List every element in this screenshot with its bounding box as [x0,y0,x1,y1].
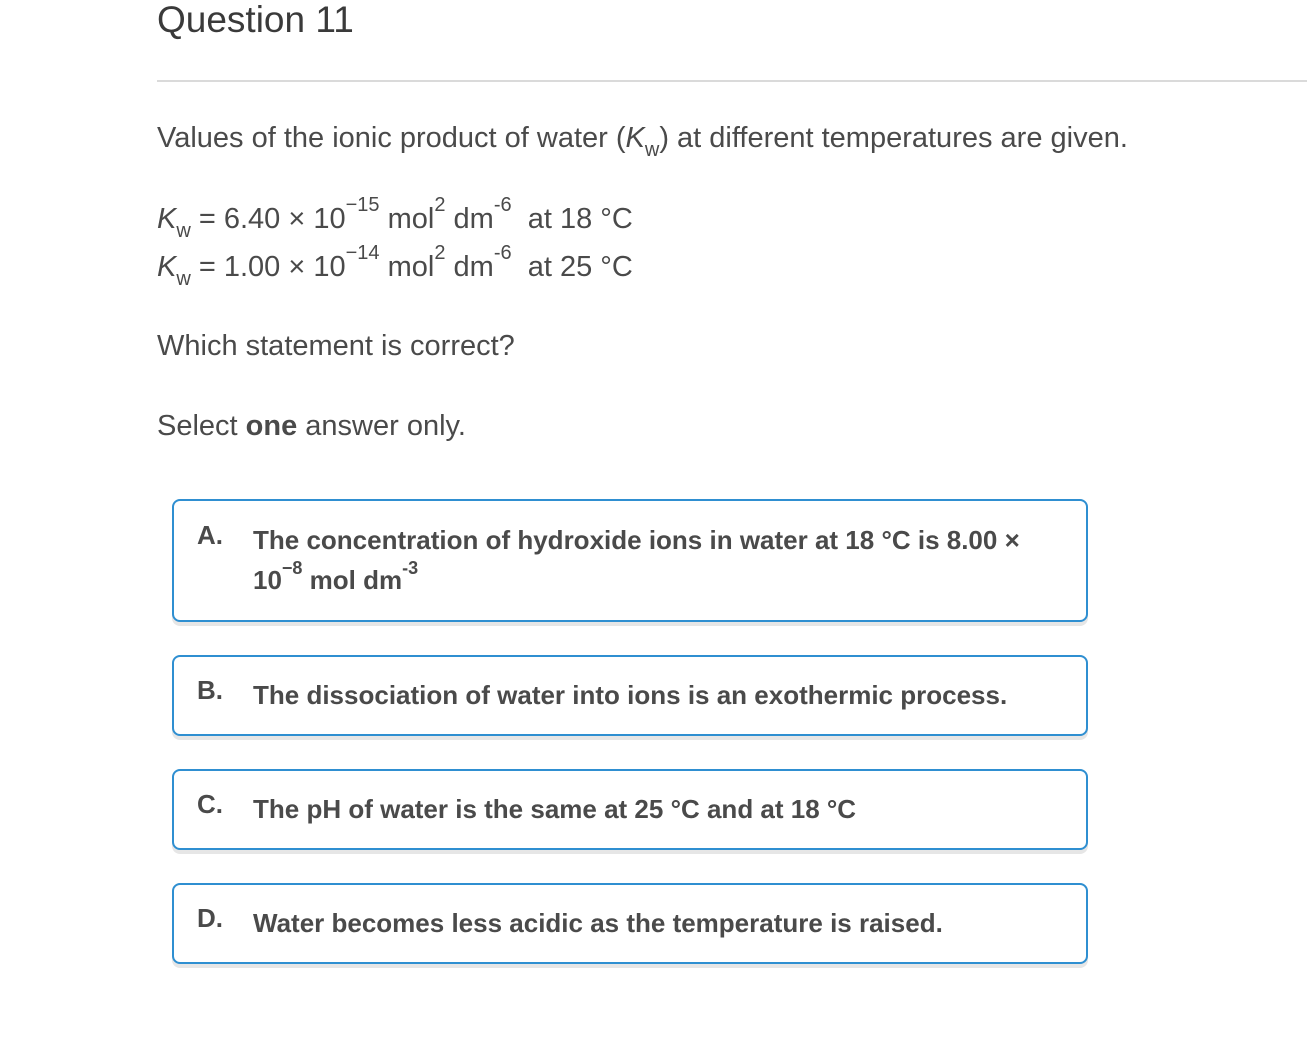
question-title: Question 11 [157,0,354,40]
kw-symbol: K [625,122,645,154]
answer-option-a[interactable] [172,499,1088,622]
option-text: The concentration of hydroxide ions in water at 18 °C is $8.00 \times 10^{-8}$ mol $dm^{-3}$ [253,525,1020,595]
question-intro: Values of the ionic product of water $(K_w)$ at different temperatures are given. [157,122,1128,161]
answer-option-d[interactable] [172,883,1088,964]
option-letter: A. [197,520,223,550]
answer-option-c[interactable] [172,769,1088,850]
answer-option-b[interactable] [172,655,1088,736]
option-letter: B. [197,675,223,705]
kw-subscript: w [644,139,660,161]
kw-value-line-25c: $K_w = 1.00 \times 10^{-14}$ mol$^2$ $dm^{-6}$ at 25 °C [157,242,633,290]
option-letter: D. [197,903,223,933]
kw-value-line-18c: $K_w = 6.40 \times 10^{-15}$ mol$^2$ $dm^{-6}$ at 18 °C [157,194,633,242]
option-text: The dissociation of water into ions is an exothermic process. [253,680,1008,710]
option-text: The pH of water is the same at 25 °C and at 18 °C [253,794,857,824]
option-letter: C. [197,789,223,819]
answer-instruction: Select one answer only. [157,410,466,442]
option-text: Water becomes less acidic as the temperature is raised. [253,908,943,938]
question-prompt: Which statement is correct? [157,330,515,362]
title-divider [157,80,1307,82]
